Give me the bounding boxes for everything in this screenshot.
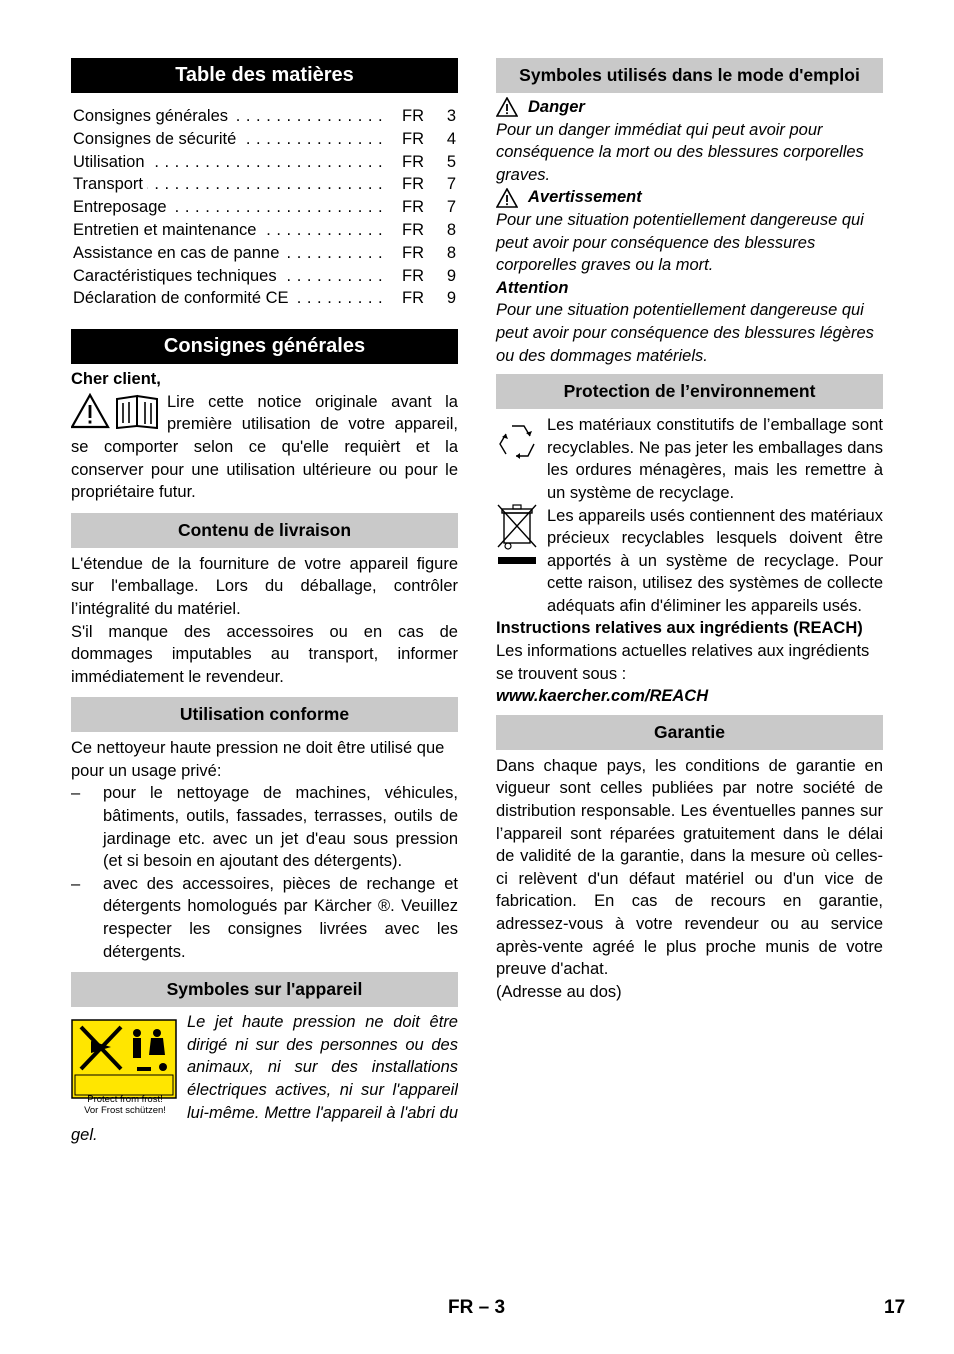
table-of-contents — [71, 105, 458, 310]
frost-label-line-2: Vor Frost schützen! — [84, 1105, 166, 1116]
danger-title: Danger — [528, 98, 585, 116]
toc-entry-lang: FR — [402, 243, 424, 262]
toc-entry[interactable] — [71, 287, 458, 310]
toc-entry-page: 3 — [446, 107, 456, 125]
list-item — [71, 782, 458, 872]
toc-entry-lang: FR — [402, 129, 424, 148]
toc-entry-page: 9 — [446, 266, 456, 285]
toc-entry-page: 7 — [446, 175, 456, 194]
reach-text: Les informations actuelles relatives aux ingrédients se trouvent sous : — [496, 642, 870, 683]
toc-entry-title: Consignes générales . . . — [71, 105, 384, 128]
toc-entry-page: 8 — [446, 243, 456, 262]
attention-title: Attention — [496, 278, 569, 297]
toc-entry-title: Caractéristiques techniques . . . — [71, 265, 384, 288]
toc-entry-lang: FR — [402, 220, 424, 239]
weee-text: Les appareils usés contiennent des matériaux précieux recyclables lesquels doivent être apportés à un système de recyclage. Pour cette raison, utilisez des systèmes de collecte adéquats afin d'éliminer les appareils usés. — [547, 506, 883, 615]
toc-entry-page: 5 — [446, 152, 456, 171]
toc-entry-page: 8 — [446, 220, 456, 239]
device-symbols-heading: Symboles sur l'appareil — [71, 972, 458, 1007]
toc-entry-title: Déclaration de conformité CE . . . — [71, 287, 384, 310]
environment-heading: Protection de l’environnement — [496, 374, 883, 409]
footer-section-label: FR – 3 — [448, 1297, 506, 1318]
toc-entry[interactable] — [71, 151, 458, 174]
toc-entry[interactable] — [71, 242, 458, 265]
warranty-address: (Adresse au dos) — [496, 982, 622, 1001]
toc-entry-title: Transport . . . — [71, 173, 384, 196]
toc-entry-lang: FR — [402, 266, 424, 285]
delivery-heading: Contenu de livraison — [71, 513, 458, 548]
toc-entry-title: Assistance en cas de panne . . . — [71, 242, 384, 265]
warning-triangle-icon — [496, 188, 518, 208]
list-dash: – — [71, 784, 81, 803]
toc-entry-lang: FR — [402, 175, 424, 194]
weee-block — [496, 505, 883, 618]
right-column — [496, 58, 883, 1003]
delivery-paragraph-1: L'étendue de la fourniture de votre appareil figure sur l'emballage. Lors du déballage, contrôler l’intégralité du matériel. — [71, 554, 458, 618]
toc-entry-lang: FR — [402, 107, 424, 125]
toc-entry[interactable] — [71, 196, 458, 219]
warranty-text: Dans chaque pays, les conditions de garantie en vigueur sont celles publiées par notre société de distribution responsable. Les éventuelles pannes sur l’appareil sont réparées gratuitement dans le délai de validité de la garantie, dans la mesure où celles-ci relèvent d'un défaut matériel ou d'un vice de fabrication. En cas de recours en garantie, adressez-vous à votre revendeur ou au service après-vente agréé le plus proche munis de votre preuve d'achat. — [496, 756, 883, 979]
recycle-block — [496, 414, 883, 504]
danger-text: Pour un danger immédiat qui peut avoir pour conséquence la mort ou des blessures corporelles graves. — [496, 120, 864, 184]
usage-item-2: avec des accessoires, pièces de rechange et détergents homologués par Kärcher ®. Veuillez respecter les consignes livrées avec les détergents. — [103, 874, 458, 961]
toc-entry[interactable] — [71, 265, 458, 288]
attention-text: Pour une situation potentiellement dangereuse qui peut avoir pour conséquence des blessures légères ou des dommages matériels. — [496, 301, 874, 365]
toc-entry-lang: FR — [402, 289, 424, 308]
toc-entry-lang: FR — [402, 198, 424, 217]
general-intro: Lire cette notice originale avant la première utilisation de votre appareil, se comporter selon ce qu'elle requièrt et la conserver pour une utilisation ultérieure ou pour le propriétaire futur. — [71, 392, 458, 502]
toc-entry-title: Consignes de sécurité . . . — [71, 128, 384, 151]
recycle-text: Les matériaux constitutifs de l’emballage sont recyclables. Ne pas jeter les emballages dans les ordures ménagères, mais les remettre à un système de recyclage. — [547, 416, 883, 502]
usage-intro: Ce nettoyeur haute pression ne doit être utilisé que pour un usage privé: — [71, 739, 445, 780]
warning-title-row — [496, 186, 883, 209]
warranty-heading: Garantie — [496, 715, 883, 750]
warning-read-manual-icon — [71, 393, 159, 436]
reach-link[interactable]: www.kaercher.com/REACH — [496, 687, 709, 706]
toc-entry-title: Entreposage . . . — [71, 196, 384, 219]
manual-symbols-heading: Symboles utilisés dans le mode d'emploi — [496, 58, 883, 93]
footer-page-number: 17 — [884, 1297, 906, 1318]
toc-entry[interactable] — [71, 105, 458, 128]
toc-heading: Table des matières — [71, 58, 458, 93]
toc-entry[interactable] — [71, 219, 458, 242]
delivery-paragraph-2: S'il manque des accessoires ou en cas de dommages imputables au transport, informer immédiatement le revendeur. — [71, 622, 458, 686]
warning-text: Pour une situation potentiellement dangereuse qui peut avoir pour conséquence des blessures corporelles graves ou la mort. — [496, 210, 864, 275]
recycle-icon — [496, 414, 547, 504]
danger-title-row — [496, 96, 883, 119]
usage-item-1: pour le nettoyage de machines, véhicules, bâtiments, outils, fassades, terrasses, outils de jardinage etc. avec un jet d'eau sous pression (et si besoin en ajoutant des détergents). — [103, 784, 458, 871]
left-column — [71, 58, 458, 1147]
salutation: Cher client, — [71, 370, 161, 389]
device-symbols-text: Le jet haute pression ne doit être dirigé ni sur des personnes ou des animaux, ni sur des installations électriques actives, ni sur l'appareil lui-même. Mettre l'appareil à l'abri du gel. — [71, 1013, 458, 1145]
warning-title: Avertissement — [528, 188, 642, 207]
frost-label — [75, 1094, 175, 1116]
toc-entry-title: Entretien et maintenance . . . — [71, 219, 384, 242]
list-dash: – — [71, 874, 81, 893]
toc-entry-page: 4 — [446, 129, 456, 148]
frost-label-line-1: Protect from frost! — [87, 1094, 163, 1105]
toc-entry[interactable] — [71, 173, 458, 196]
warning-triangle-icon — [496, 97, 518, 117]
toc-entry-title: Utilisation . . . — [71, 151, 384, 174]
no-spray-frost-warning-icon — [71, 1019, 177, 1106]
toc-entry[interactable] — [71, 128, 458, 151]
toc-entry-page: 9 — [446, 289, 456, 308]
crossed-bin-icon — [496, 505, 547, 618]
toc-entry-lang: FR — [402, 152, 424, 171]
usage-heading: Utilisation conforme — [71, 697, 458, 732]
toc-entry-page: 7 — [446, 198, 456, 217]
list-item — [71, 873, 458, 963]
general-heading: Consignes générales — [71, 329, 458, 364]
reach-title: Instructions relatives aux ingrédients (REACH) — [496, 619, 863, 638]
